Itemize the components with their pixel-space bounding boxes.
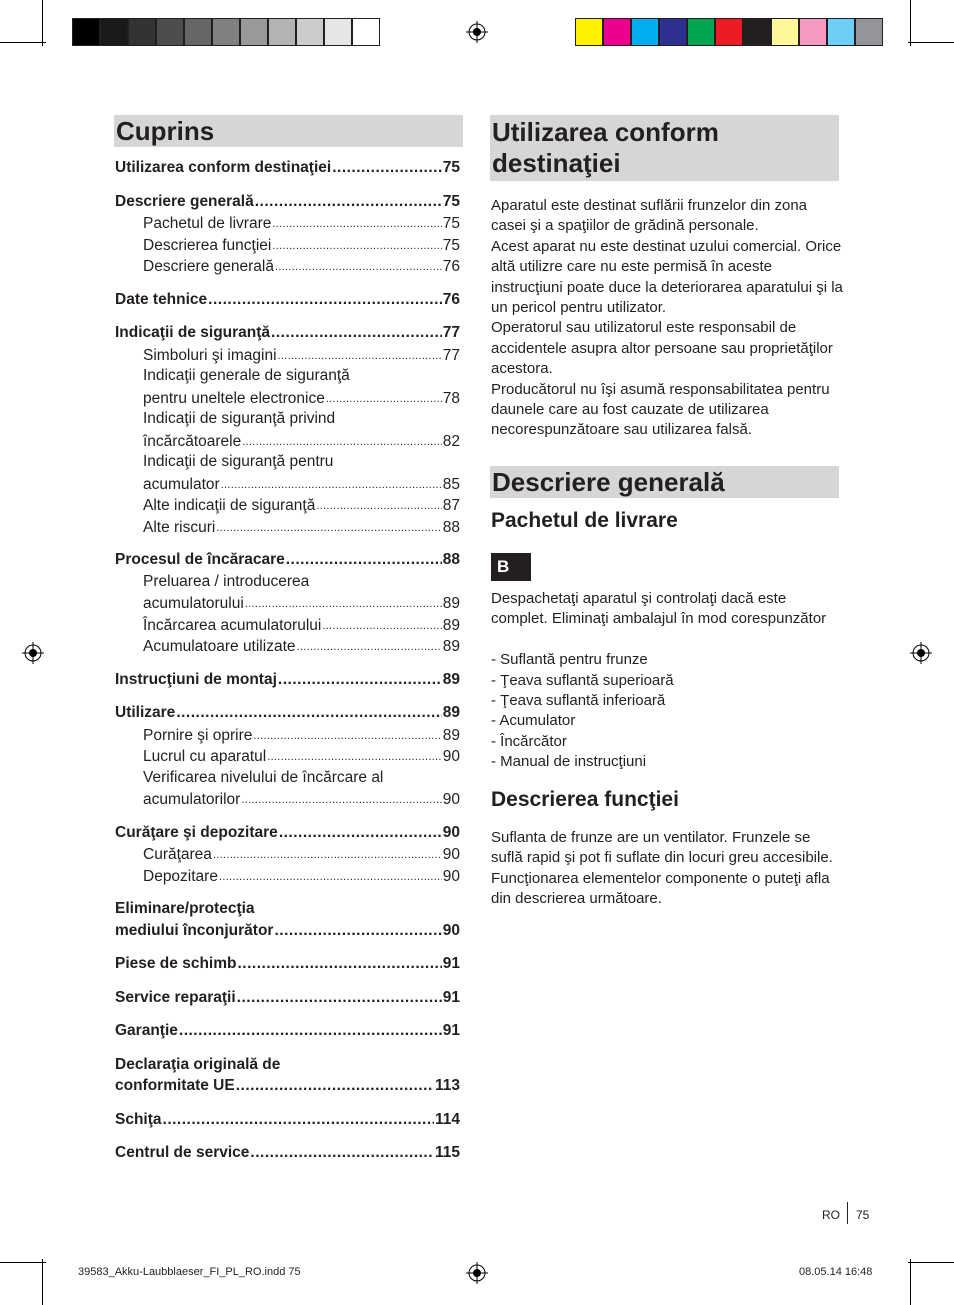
crop-mark bbox=[42, 1259, 43, 1305]
list-item: - Suflantă pentru frunze bbox=[491, 651, 648, 669]
toc-entry-line: Eliminare/protecţia bbox=[115, 900, 255, 917]
toc-entry bbox=[143, 345, 460, 366]
toc-page-number: 89 bbox=[442, 616, 460, 634]
toc-page-number: 90 bbox=[442, 748, 460, 765]
toc-leader-dots bbox=[275, 256, 442, 277]
toc-page-number: 76 bbox=[442, 290, 460, 308]
color-swatch bbox=[268, 18, 296, 46]
color-swatch bbox=[771, 18, 799, 46]
toc-leader-dots bbox=[179, 1021, 442, 1041]
color-swatch bbox=[352, 18, 380, 46]
paragraph: Acest aparat nu este destinat uzului comercial. Orice altă utilizre care nu este permisă în aceste instrucţiuni poate duce la deteriorarea aparatului şi la un pericol pentru utilizator. bbox=[491, 237, 843, 317]
toc-entry-title: Utilizare bbox=[115, 704, 176, 721]
color-swatch bbox=[575, 18, 603, 46]
toc-page-number: 89 bbox=[442, 726, 460, 744]
toc-page-number: 88 bbox=[442, 518, 460, 536]
toc-entry-title: Acumulatoare utilizate bbox=[143, 638, 296, 655]
toc-entry-title: Curăţare şi depozitare bbox=[115, 823, 278, 841]
toc-entry-title: Depozitare bbox=[143, 867, 218, 885]
toc-entry-title: Centrul de service bbox=[115, 1144, 250, 1161]
toc-page-number: 90 bbox=[442, 791, 460, 808]
toc-entry bbox=[115, 921, 460, 941]
toc-leader-dots bbox=[241, 789, 441, 810]
toc-entry bbox=[115, 823, 460, 843]
toc-entry bbox=[143, 636, 460, 657]
toc-entry bbox=[115, 1143, 460, 1163]
color-swatch bbox=[324, 18, 352, 46]
toc-leader-dots bbox=[219, 866, 442, 887]
toc-page-number: 76 bbox=[442, 258, 460, 275]
toc-heading bbox=[114, 115, 463, 147]
crop-mark bbox=[0, 42, 46, 43]
crop-mark bbox=[908, 1262, 954, 1263]
toc-page-number: 75 bbox=[442, 159, 460, 176]
color-swatch bbox=[212, 18, 240, 46]
color-swatch bbox=[100, 18, 128, 46]
footer-language: RO bbox=[822, 1208, 840, 1222]
color-swatch bbox=[687, 18, 715, 46]
toc-page-number: 89 bbox=[442, 595, 460, 612]
section-title: Descriere generală bbox=[492, 467, 725, 497]
toc-entry bbox=[115, 192, 460, 212]
toc-entry bbox=[115, 1021, 460, 1041]
figure-badge-label: B bbox=[497, 557, 510, 576]
toc-entry-title: Schiţa bbox=[115, 1110, 162, 1128]
toc-entry-title: Garanţie bbox=[115, 1022, 178, 1039]
toc-page-number: 89 bbox=[442, 670, 460, 688]
toc-entry-title: Descriere generală bbox=[115, 192, 254, 210]
toc-entry bbox=[143, 866, 460, 887]
section-title-line: Utilizarea conform bbox=[492, 117, 719, 147]
toc-entry bbox=[143, 235, 460, 256]
toc-entry-title: Utilizarea conform destinaţiei bbox=[115, 159, 332, 176]
color-swatch bbox=[715, 18, 743, 46]
subsection-title-delivery: Pachetul de livrare bbox=[491, 509, 678, 532]
color-swatch bbox=[240, 18, 268, 46]
subsection-title-function: Descrierea funcţiei bbox=[491, 788, 679, 811]
toc-entry-title: conformitate UE bbox=[115, 1077, 235, 1094]
crop-mark bbox=[42, 0, 43, 46]
toc-page-number: 91 bbox=[442, 1022, 460, 1039]
delivery-text bbox=[491, 589, 843, 773]
toc-leader-dots bbox=[286, 550, 442, 570]
toc-page-number: 77 bbox=[442, 346, 460, 364]
toc-entry-title: Simboluri şi imagini bbox=[143, 346, 277, 364]
paragraph: Despachetaţi aparatul şi controlaţi dacă este complet. Eliminaţi ambalajul în mod corespunzător bbox=[491, 590, 827, 628]
toc-entry-title: Pachetul de livrare bbox=[143, 215, 272, 232]
toc-entry-title: Alte riscuri bbox=[143, 518, 216, 536]
paragraph: Aparatul este destinat suflării frunzelor din zona casei şi a spaţiilor de grădină personale. bbox=[491, 197, 808, 235]
toc-entry bbox=[143, 517, 460, 538]
toc-entry-title: Date tehnice bbox=[115, 290, 208, 308]
toc-leader-dots bbox=[213, 844, 442, 865]
toc-page-number: 88 bbox=[442, 551, 460, 568]
footer-file-name: 39583_Akku-Laubblaeser_FI_PL_RO.indd 75 bbox=[78, 1266, 301, 1278]
color-swatch bbox=[855, 18, 883, 46]
toc-entry-title: Procesul de încăracare bbox=[115, 551, 285, 568]
toc-page-number: 90 bbox=[442, 823, 460, 841]
toc-entry-line: Indicaţii de siguranţă pentru bbox=[143, 453, 334, 470]
color-swatch bbox=[128, 18, 156, 46]
toc-entry-title: Descriere generală bbox=[143, 258, 274, 275]
toc-entry-title: Lucrul cu aparatul bbox=[143, 748, 267, 765]
toc-leader-dots bbox=[272, 235, 441, 256]
toc-entry-title: acumulatorului bbox=[143, 595, 244, 612]
color-swatch bbox=[603, 18, 631, 46]
toc-leader-dots bbox=[272, 213, 441, 234]
toc-leader-dots bbox=[236, 1076, 434, 1096]
toc-entry bbox=[115, 954, 460, 974]
toc-entry-title: acumulatorilor bbox=[143, 791, 241, 808]
toc-entry bbox=[143, 431, 460, 452]
toc-entry bbox=[115, 670, 460, 690]
section-title-line: destinaţiei bbox=[492, 148, 621, 178]
list-item: - Ţeava suflantă superioară bbox=[491, 671, 674, 689]
toc-leader-dots bbox=[242, 431, 442, 452]
toc-leader-dots bbox=[237, 988, 442, 1008]
toc-entry-title: Indicaţii de siguranţă bbox=[115, 324, 271, 341]
toc-entry-line: Declaraţia originală de bbox=[115, 1055, 281, 1073]
section-heading-intended-use bbox=[490, 115, 839, 181]
toc-page-number: 78 bbox=[442, 389, 460, 407]
toc-entry bbox=[143, 844, 460, 865]
toc-entry bbox=[143, 474, 460, 495]
registration-mark-icon bbox=[466, 21, 488, 43]
toc-entry bbox=[115, 290, 460, 310]
toc-leader-dots bbox=[278, 345, 442, 366]
toc-entry-line: Preluarea / introducerea bbox=[143, 572, 310, 590]
toc-entry bbox=[143, 615, 460, 636]
toc-leader-dots bbox=[274, 921, 441, 941]
toc-entry bbox=[143, 789, 460, 810]
toc-page-number: 85 bbox=[442, 475, 460, 493]
toc-page-number: 113 bbox=[434, 1077, 460, 1094]
toc-entry bbox=[115, 550, 460, 570]
paragraph: Operatorul sau utilizatorul este responsabil de accidentele asupra altor persoane sau proprietăţilor acestora. bbox=[491, 319, 833, 378]
toc-leader-dots bbox=[279, 823, 442, 843]
footer-page-number: 75 bbox=[856, 1208, 870, 1222]
color-swatch bbox=[156, 18, 184, 46]
figure-badge bbox=[491, 553, 531, 581]
toc-entry-title: pentru uneltele electronice bbox=[143, 389, 325, 407]
paragraph: Producătorul nu îşi asumă responsabilitatea pentru daunele care au fost cauzate de utilizarea necorespunzătoare sau utilizarea falsă. bbox=[491, 380, 830, 439]
toc-entry-title: Curăţarea bbox=[143, 846, 212, 863]
crop-mark bbox=[910, 1259, 911, 1305]
color-swatch bbox=[827, 18, 855, 46]
toc-leader-dots bbox=[332, 158, 442, 178]
footer-divider bbox=[847, 1202, 848, 1224]
color-swatch bbox=[72, 18, 100, 46]
toc-entry-line: Verificarea nivelului de încărcare al bbox=[143, 768, 384, 786]
toc-page-number: 115 bbox=[434, 1144, 460, 1161]
toc-leader-dots bbox=[316, 495, 441, 516]
toc-entry-title: mediului înconjurător bbox=[115, 921, 274, 939]
crop-mark bbox=[908, 42, 954, 43]
color-swatch bbox=[296, 18, 324, 46]
toc-page-number: 90 bbox=[442, 867, 460, 885]
toc-entry-title: Alte indicaţii de siguranţă bbox=[143, 497, 316, 514]
toc-leader-dots bbox=[271, 323, 442, 343]
toc-page-number: 91 bbox=[442, 988, 460, 1006]
toc-leader-dots bbox=[216, 517, 441, 538]
intended-use-text bbox=[491, 196, 843, 441]
toc-page-number: 90 bbox=[442, 846, 460, 863]
color-swatch bbox=[743, 18, 771, 46]
toc-page-number: 82 bbox=[442, 432, 460, 450]
toc-entry bbox=[143, 746, 460, 767]
color-swatch bbox=[659, 18, 687, 46]
toc-entry-title: Încărcarea acumulatorului bbox=[143, 616, 322, 634]
list-item: - Ţeava suflantă inferioară bbox=[491, 692, 666, 710]
color-swatch bbox=[799, 18, 827, 46]
toc-page-number: 90 bbox=[442, 921, 460, 939]
toc-entry-title: Pornire şi oprire bbox=[143, 726, 253, 744]
toc-entry bbox=[115, 703, 460, 723]
toc-entry-title: Service reparaţii bbox=[115, 988, 236, 1006]
toc-leader-dots bbox=[322, 615, 441, 636]
toc-page-number: 114 bbox=[434, 1110, 460, 1128]
crop-mark bbox=[0, 1262, 46, 1263]
toc-entry-title: încărcătoarele bbox=[143, 432, 242, 450]
toc-entry bbox=[143, 256, 460, 277]
toc-page-number: 75 bbox=[442, 192, 460, 210]
color-swatch bbox=[631, 18, 659, 46]
toc-leader-dots bbox=[250, 1143, 434, 1163]
toc-leader-dots bbox=[221, 474, 442, 495]
toc-entry bbox=[115, 158, 460, 178]
toc-entry bbox=[143, 495, 460, 516]
toc-entry-line: Indicaţii generale de siguranţă bbox=[143, 367, 350, 384]
toc-leader-dots bbox=[278, 670, 442, 690]
toc-leader-dots bbox=[253, 725, 441, 746]
crop-mark bbox=[910, 0, 911, 46]
toc-entry bbox=[115, 1110, 460, 1130]
toc-leader-dots bbox=[245, 593, 442, 614]
toc-leader-dots bbox=[267, 746, 442, 767]
toc-page-number: 89 bbox=[442, 704, 460, 721]
toc-entry-title: acumulator bbox=[143, 475, 220, 493]
section-heading-general-description bbox=[490, 466, 839, 498]
toc-leader-dots bbox=[326, 388, 442, 409]
color-swatch bbox=[184, 18, 212, 46]
registration-mark-icon bbox=[22, 642, 44, 664]
toc-leader-dots bbox=[255, 192, 442, 212]
toc-entry-line: Indicaţii de siguranţă privind bbox=[143, 410, 336, 427]
toc-page-number: 87 bbox=[442, 497, 460, 514]
toc-leader-dots bbox=[237, 954, 441, 974]
toc-entry bbox=[115, 1076, 460, 1096]
toc-leader-dots bbox=[176, 703, 441, 723]
toc-entry-title: Piese de schimb bbox=[115, 955, 237, 972]
toc-entry bbox=[143, 213, 460, 234]
list-item: - Manual de instrucţiuni bbox=[491, 753, 647, 771]
registration-mark-icon bbox=[910, 642, 932, 664]
toc-page-number: 77 bbox=[442, 324, 460, 341]
function-text bbox=[491, 828, 843, 910]
toc-entry bbox=[143, 388, 460, 409]
toc-page-number: 75 bbox=[442, 215, 460, 232]
toc-entry-title: Instrucţiuni de montaj bbox=[115, 670, 277, 688]
toc-entry bbox=[115, 323, 460, 343]
toc-page-number: 89 bbox=[442, 638, 460, 655]
registration-mark-icon bbox=[466, 1262, 488, 1284]
toc-title: Cuprins bbox=[116, 116, 215, 146]
toc-entry bbox=[143, 593, 460, 614]
toc-entry bbox=[115, 988, 460, 1008]
footer-datetime: 08.05.14 16:48 bbox=[799, 1266, 873, 1278]
toc-page-number: 91 bbox=[442, 955, 460, 972]
paragraph: Suflanta de frunze are un ventilator. Frunzele se suflă rapid şi pot fi suflate din locuri greu accesibile. Funcţionarea elementelor componente o puteţi afla din descrierea următoare. bbox=[491, 829, 833, 908]
toc-entry bbox=[143, 725, 460, 746]
delivery-list bbox=[491, 650, 843, 772]
toc-entry-title: Descrierea funcţiei bbox=[143, 236, 272, 254]
toc-leader-dots bbox=[208, 290, 442, 310]
toc-page-number: 75 bbox=[442, 236, 460, 254]
toc-leader-dots bbox=[163, 1110, 434, 1130]
list-item: - Acumulator bbox=[491, 712, 576, 730]
list-item: - Încărcător bbox=[491, 732, 567, 750]
toc-leader-dots bbox=[297, 636, 442, 657]
